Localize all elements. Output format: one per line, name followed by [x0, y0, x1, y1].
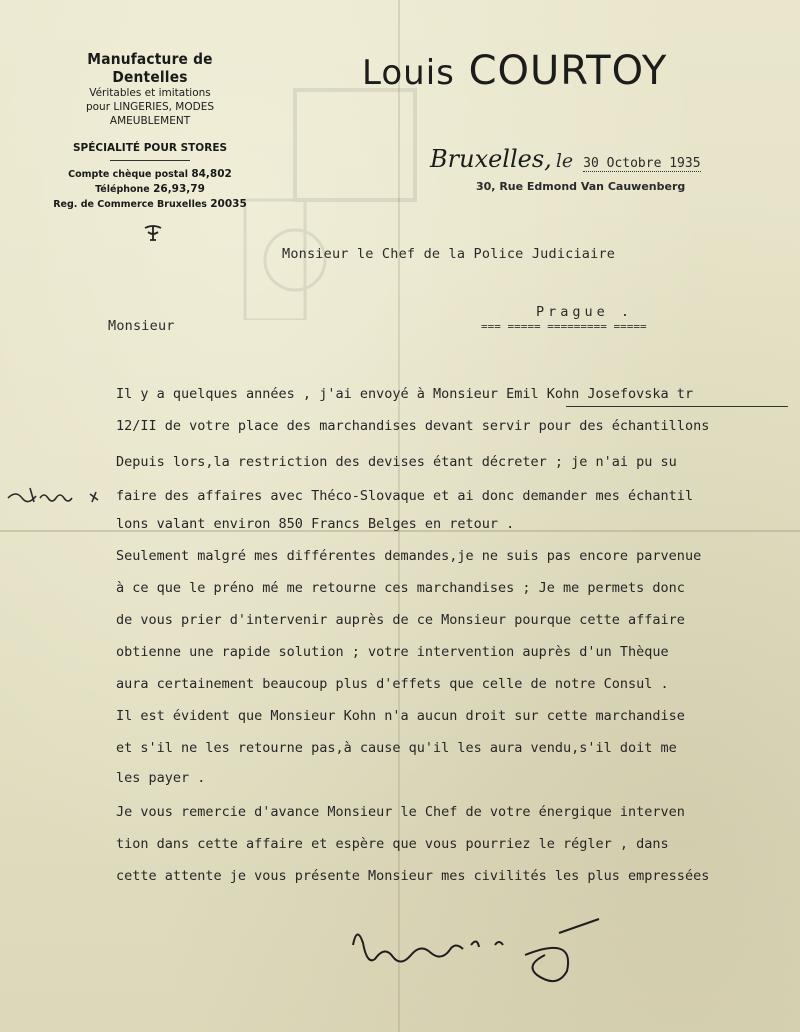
account-value: 84,802	[191, 168, 232, 180]
company-title: Manufacture de Dentelles	[87, 50, 213, 86]
letterhead-left	[40, 50, 260, 212]
body-line: aura certainement beaucoup plus d'effets que celle de notre Consul .	[116, 676, 669, 692]
ornament-icon	[142, 224, 164, 242]
body-line: Il est évident que Monsieur Kohn n'a aucun droit sur cette marchandise	[116, 708, 685, 724]
place-city: Bruxelles,	[430, 145, 552, 173]
place-le: le	[555, 150, 574, 172]
phone-label: Téléphone	[95, 184, 150, 195]
account-label: Compte chèque postal	[68, 169, 188, 180]
body-line: lons valant environ 850 Francs Belges en retour .	[116, 516, 515, 532]
body-line: Il y a quelques années , j'ai envoyé à Monsieur Emil Kohn Josefovska tr	[116, 386, 694, 402]
recipient-rule: === ===== ========= =====	[481, 320, 647, 333]
body-line: Seulement malgré mes différentes demandes,je ne suis pas encore parvenue	[116, 548, 702, 564]
specialty: SPÉCIALITÉ POUR STORES	[72, 142, 228, 154]
body-line: Depuis lors,la restriction des devises étant décreter ; je n'ai pu su	[116, 454, 677, 470]
signature-mark	[345, 915, 615, 995]
register-value: 20035	[210, 198, 247, 210]
divider	[110, 160, 190, 161]
body-line: faire des affaires avec Théco-Slovaque et ai donc demander mes échantil	[116, 488, 694, 504]
address: 30, Rue Edmond Van Cauwenberg	[476, 180, 686, 193]
body-line: à ce que le préno mé me retourne ces marchandises ; Je me permets donc	[116, 580, 685, 596]
underline	[566, 406, 788, 407]
margin-scribble	[6, 484, 106, 508]
account-line	[40, 167, 260, 182]
company-line-3: AMEUBLEMENT	[109, 115, 191, 127]
place-date-line	[430, 145, 701, 173]
body-line: tion dans cette affaire et espère que vous pourriez le régler , dans	[116, 836, 669, 852]
body-line: cette attente je vous présente Monsieur mes civilités les plus empressées	[116, 868, 710, 884]
recipient-line: Monsieur le Chef de la Police Judiciaire	[282, 246, 616, 262]
register-label: Reg. de Commerce Bruxelles	[53, 199, 207, 210]
name-last: COURTOY	[468, 48, 668, 94]
body-line: Je vous remercie d'avance Monsieur le Chef de votre énergique interven	[116, 804, 685, 820]
letter-date: 30 Octobre 1935	[583, 156, 701, 171]
bleed-through-stamp	[235, 80, 535, 320]
body-line: les payer .	[116, 770, 206, 786]
body-line: de vous prier d'intervenir auprès de ce Monsieur pourque cette affaire	[116, 612, 685, 628]
body-line: obtienne une rapide solution ; votre intervention auprès d'un Thèque	[116, 644, 669, 660]
body-line: et s'il ne les retourne pas,à cause qu'il les aura vendu,s'il doit me	[116, 740, 677, 756]
body-line: 12/II de votre place des marchandises devant servir pour des échantillons	[116, 418, 710, 434]
phone-line	[40, 182, 260, 197]
letterhead-name	[362, 48, 667, 94]
company-line-2: pour LINGERIES, MODES	[85, 101, 215, 113]
name-first: Louis	[362, 53, 455, 93]
register-line	[40, 197, 260, 212]
salutation: Monsieur	[108, 318, 175, 334]
recipient-city: Prague .	[536, 304, 634, 320]
company-line-1: Véritables et imitations	[89, 87, 211, 99]
phone-value: 26,93,79	[153, 183, 205, 195]
